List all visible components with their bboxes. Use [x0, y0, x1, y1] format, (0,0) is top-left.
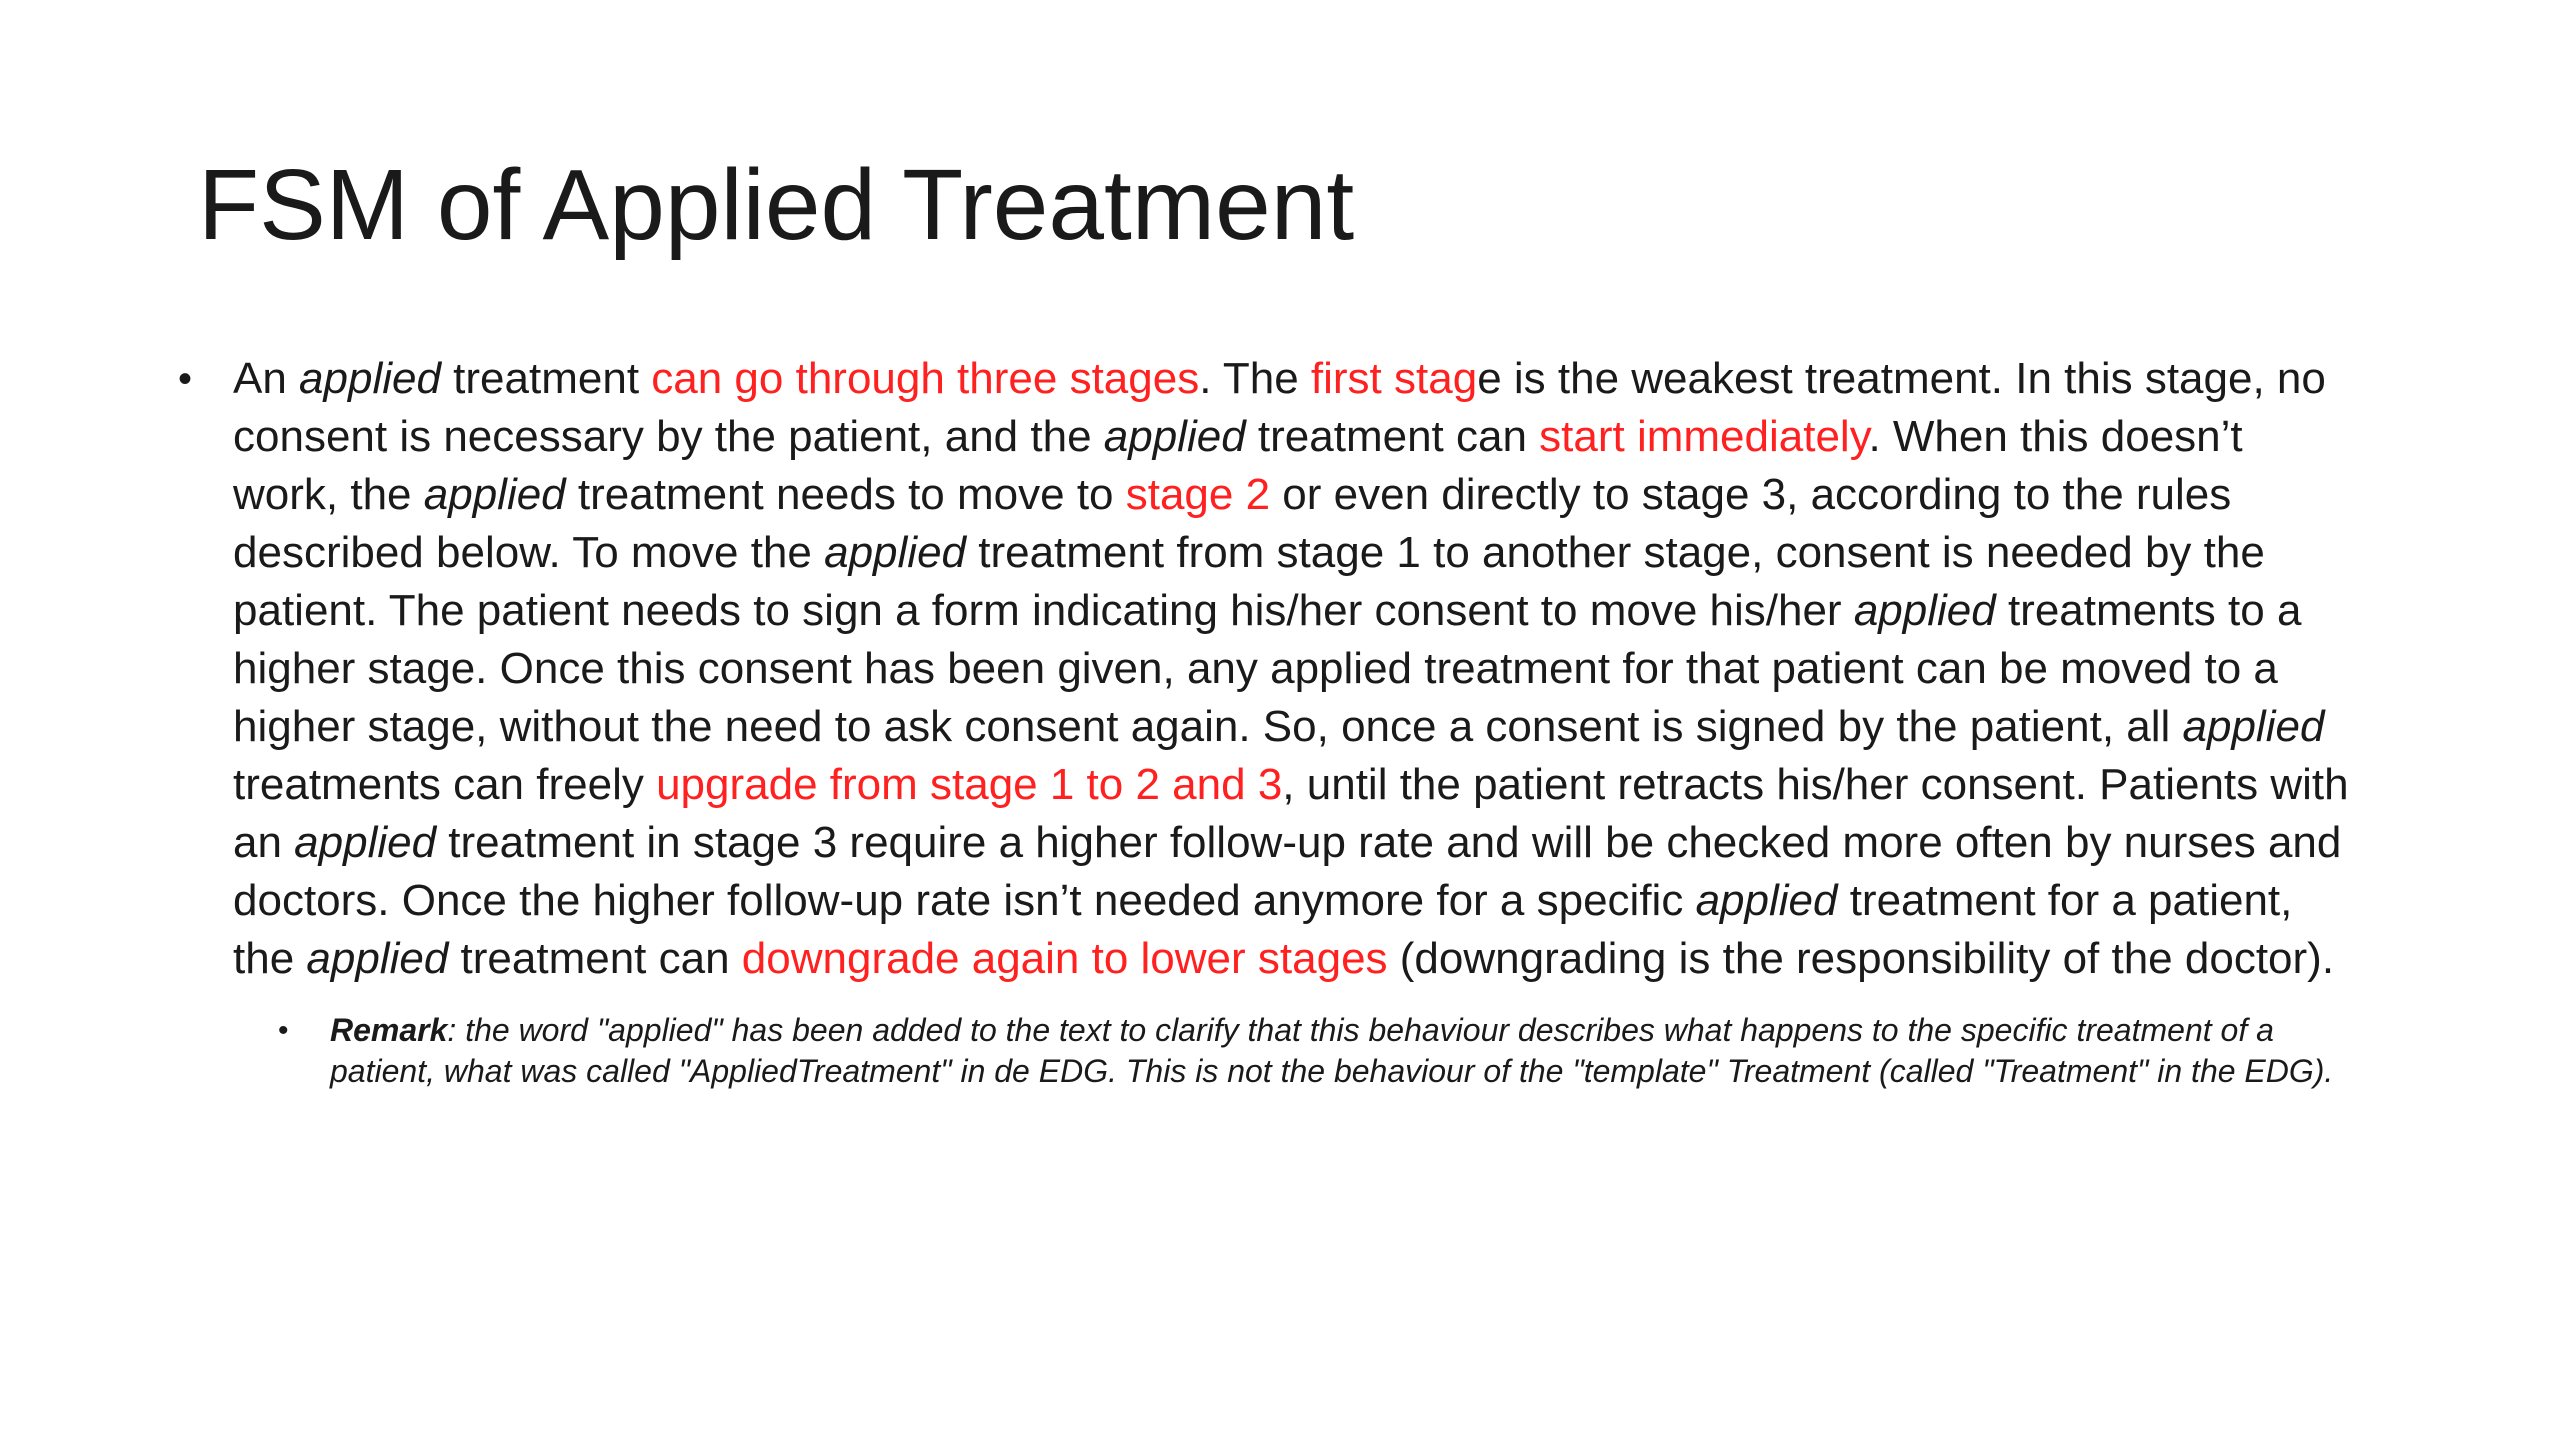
text-run: treatment can — [448, 934, 742, 983]
remark-label: Remark — [330, 1012, 448, 1048]
text-run: . When this doesn’t work, the — [233, 412, 2243, 519]
main-bullet — [178, 350, 2358, 988]
text-run-italic: applied — [824, 528, 967, 577]
text-run-italic: applied — [1853, 586, 1996, 635]
highlight-run: first stag — [1310, 354, 1478, 403]
text-run: treatment — [440, 354, 652, 403]
sub-bullet-dot-icon: • — [278, 1014, 289, 1047]
text-run: treatment for a patient, the — [233, 876, 2293, 983]
text-run: treatment can — [1245, 412, 1540, 461]
text-run: , until the patient retracts his/her consent. Patients with an — [233, 760, 2349, 867]
text-run: treatment in stage 3 require a higher follow-up rate and will be checked more often by nurses and doctors. Once the higher follow-up rate isn’t needed anymore for a specific — [233, 818, 2342, 925]
remark-body: : the word "applied" has been added to the text to clarify that this behaviour describes what happens to the specific treatment of a patient, what was called "AppliedTreatment" in de EDG. This is not the behaviour of the "template" Treatment (called "Treatment" in the EDG). — [330, 1012, 2334, 1089]
text-run: treatment needs to move to — [565, 470, 1126, 519]
highlight-run: downgrade again to lower stages — [741, 934, 1388, 983]
text-run: or even directly to stage 3, according to the rules described below. To move the — [233, 470, 2232, 577]
text-run-italic: applied — [299, 354, 441, 403]
main-bullet-block — [178, 350, 2358, 1092]
slide-title: FSM of Applied Treatment — [198, 149, 1355, 261]
text-run: . The — [1199, 354, 1311, 403]
text-run: treatment from stage 1 to another stage, consent is needed by the patient. The patient needs to sign a form indicating his/her consent to move his/her — [233, 528, 2265, 635]
remark-text — [330, 1010, 2358, 1092]
text-run: treatments to a higher stage. Once this consent has been given, any applied treatment for that patient can be moved to a higher stage, without the need to ask consent again. So, once a consent is signed by the patient, all — [233, 586, 2302, 751]
text-run-italic: applied — [2182, 702, 2325, 751]
text-run: e is the weakest treatment. In this stage, no consent is necessary by the patient, and the — [233, 354, 2326, 461]
text-run-italic: applied — [294, 818, 437, 867]
highlight-run: stage 2 — [1125, 470, 1271, 519]
highlight-run: can go through three stages — [651, 354, 1200, 403]
text-run: An — [233, 354, 300, 403]
highlight-run: upgrade from stage 1 to 2 and 3 — [656, 760, 1283, 809]
text-run-italic: applied — [1695, 876, 1838, 925]
text-run: treatments can freely — [233, 760, 657, 809]
highlight-run: start immediately — [1539, 412, 1869, 461]
text-run-italic: applied — [306, 934, 449, 983]
text-run-italic: applied — [1103, 412, 1246, 461]
bullet-dot-icon: • — [178, 357, 193, 401]
text-run-italic: applied — [423, 470, 566, 519]
remark-bullet — [278, 1010, 2358, 1092]
main-paragraph — [233, 350, 2358, 988]
text-run: (downgrading is the responsibility of the doctor). — [1387, 934, 2335, 983]
